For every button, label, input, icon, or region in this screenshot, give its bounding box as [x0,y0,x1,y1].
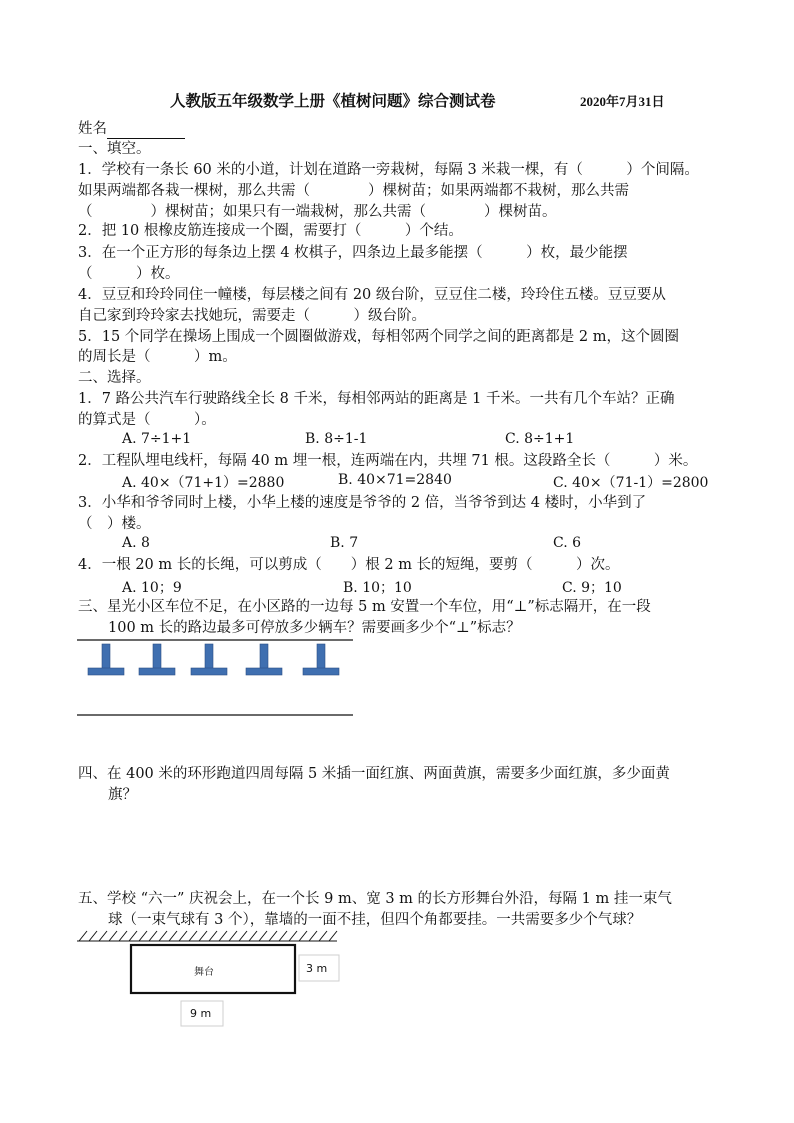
s2-q4-option-b: B. 10；10 [343,580,412,596]
s3-line-2: 100 m 长的路边最多可停放多少辆车？需要画多少个“⊥”标志？ [108,620,521,636]
parking-marker-icon [88,644,124,675]
s2-q2-option-a: A. 40×（71+1）=2880 [122,475,285,491]
stage-label: 舞台 [194,967,214,978]
s2-q3-option-b: B. 7 [330,535,359,551]
s1-line-6: （ ）枚。 [78,266,180,282]
s2-q1-option-a: A. 7÷1+1 [122,431,192,447]
s2-q4-line-1: 4．一根 20 m 长的长绳，可以剪成（ ）根 2 m 长的短绳，要剪（ ）次。 [78,557,620,573]
s3-line-1: 三、星光小区车位不足，在小区路的一边每 5 m 安置一个车位，用“⊥”标志隔开，在一段 [78,599,651,615]
parking-marker-icon [246,644,282,675]
s1-line-9: 5．15 个同学在操场上围成一个圆圈做游戏，每相邻两个同学之间的距离都是 2 m，这个圆圈 [78,329,679,345]
section1-heading: 一、填空。 [78,141,151,157]
name-blank [107,124,185,139]
s2-q3-line-1: 3．小华和爷爷同时上楼，小华上楼的速度是爷爷的 2 倍，当爷爷到达 4 楼时，小华到了 [78,495,647,511]
s2-q2-line-1: 2．工程队埋电线杆，每隔 40 m 埋一根，连两端在内，共埋 71 根。这段路全长（ ）米。 [78,453,698,469]
s4-line-1: 四、在 400 米的环形跑道四周每隔 5 米插一面红旗、两面黄旗，需要多少面红旗，多少面黄 [78,766,670,782]
s1-line-4: 2．把 10 根橡皮筋连接成一个圈，需要打（ ）个结。 [78,223,463,239]
name-label: 姓名 [78,121,107,137]
s1-line-10: 的周长是（ ）m。 [78,349,237,365]
name-field [78,119,185,139]
test-date: 2020年7月31日 [580,94,665,109]
s1-line-2: 如果两端都各栽一棵树，那么共需（ ）棵树苗；如果两端都不栽树，那么共需 [78,183,629,199]
s2-q2-option-c: C. 40×（71-1）=2800 [553,475,709,491]
s2-q2-option-b: B. 40×71=2840 [338,472,452,488]
s2-q1-line-2: 的算式是（ ）。 [78,412,216,428]
s5-line-1: 五、学校 “六一” 庆祝会上，在一个长 9 m、宽 3 m 的长方形舞台外沿，每隔 1 m 挂一束气 [78,891,672,907]
section2-heading: 二、选择。 [78,370,151,386]
s2-q3-line-2: （ ）楼。 [78,516,151,532]
page-title: 人教版五年级数学上册《植树问题》综合测试卷 [170,91,496,110]
s1-line-1: 1．学校有一条长 60 米的小道，计划在道路一旁栽树，每隔 3 米栽一棵，有（ ）个间隔。 [78,162,699,178]
length-label: 9 m [190,1007,212,1020]
s2-q1-line-1: 1．7 路公共汽车行驶路线全长 8 千米，每相邻两站的距离是 1 千米。一共有几个车站？正确 [78,391,675,407]
parking-road-diagram [75,638,357,720]
s1-line-7: 4．豆豆和玲玲同住一幢楼，每层楼之间有 20 级台阶，豆豆住二楼，玲玲住五楼。豆豆要从 [78,287,666,303]
s2-q1-option-b: B. 8÷1-1 [305,431,368,447]
s2-q1-option-c: C. 8÷1+1 [505,431,575,447]
parking-marker-icon [303,644,339,675]
s1-line-5: 3．在一个正方形的每条边上摆 4 枚棋子，四条边上最多能摆（ ）枚，最少能摆 [78,245,628,261]
s2-q3-option-c: C. 6 [553,535,582,551]
wall-hatch [77,931,337,941]
s5-line-2: 球（一束气球有 3 个），靠墙的一面不挂，但四个角都要挂。一共需要多少个气球？ [108,912,642,928]
s2-q3-option-a: A. 8 [122,535,150,551]
s1-line-3: （ ）棵树苗；如果只有一端栽树，那么共需（ ）棵树苗。 [78,204,557,220]
s4-line-2: 旗？ [108,787,137,803]
s2-q4-option-c: C. 9；10 [562,580,622,596]
s1-line-8: 自己家到玲玲家去找她玩，需要走（ ）级台阶。 [78,308,426,324]
parking-marker-icon [139,644,175,675]
width-label: 3 m [306,962,328,975]
parking-marker-icon [191,644,227,675]
s2-q4-option-a: A. 10；9 [122,580,182,596]
